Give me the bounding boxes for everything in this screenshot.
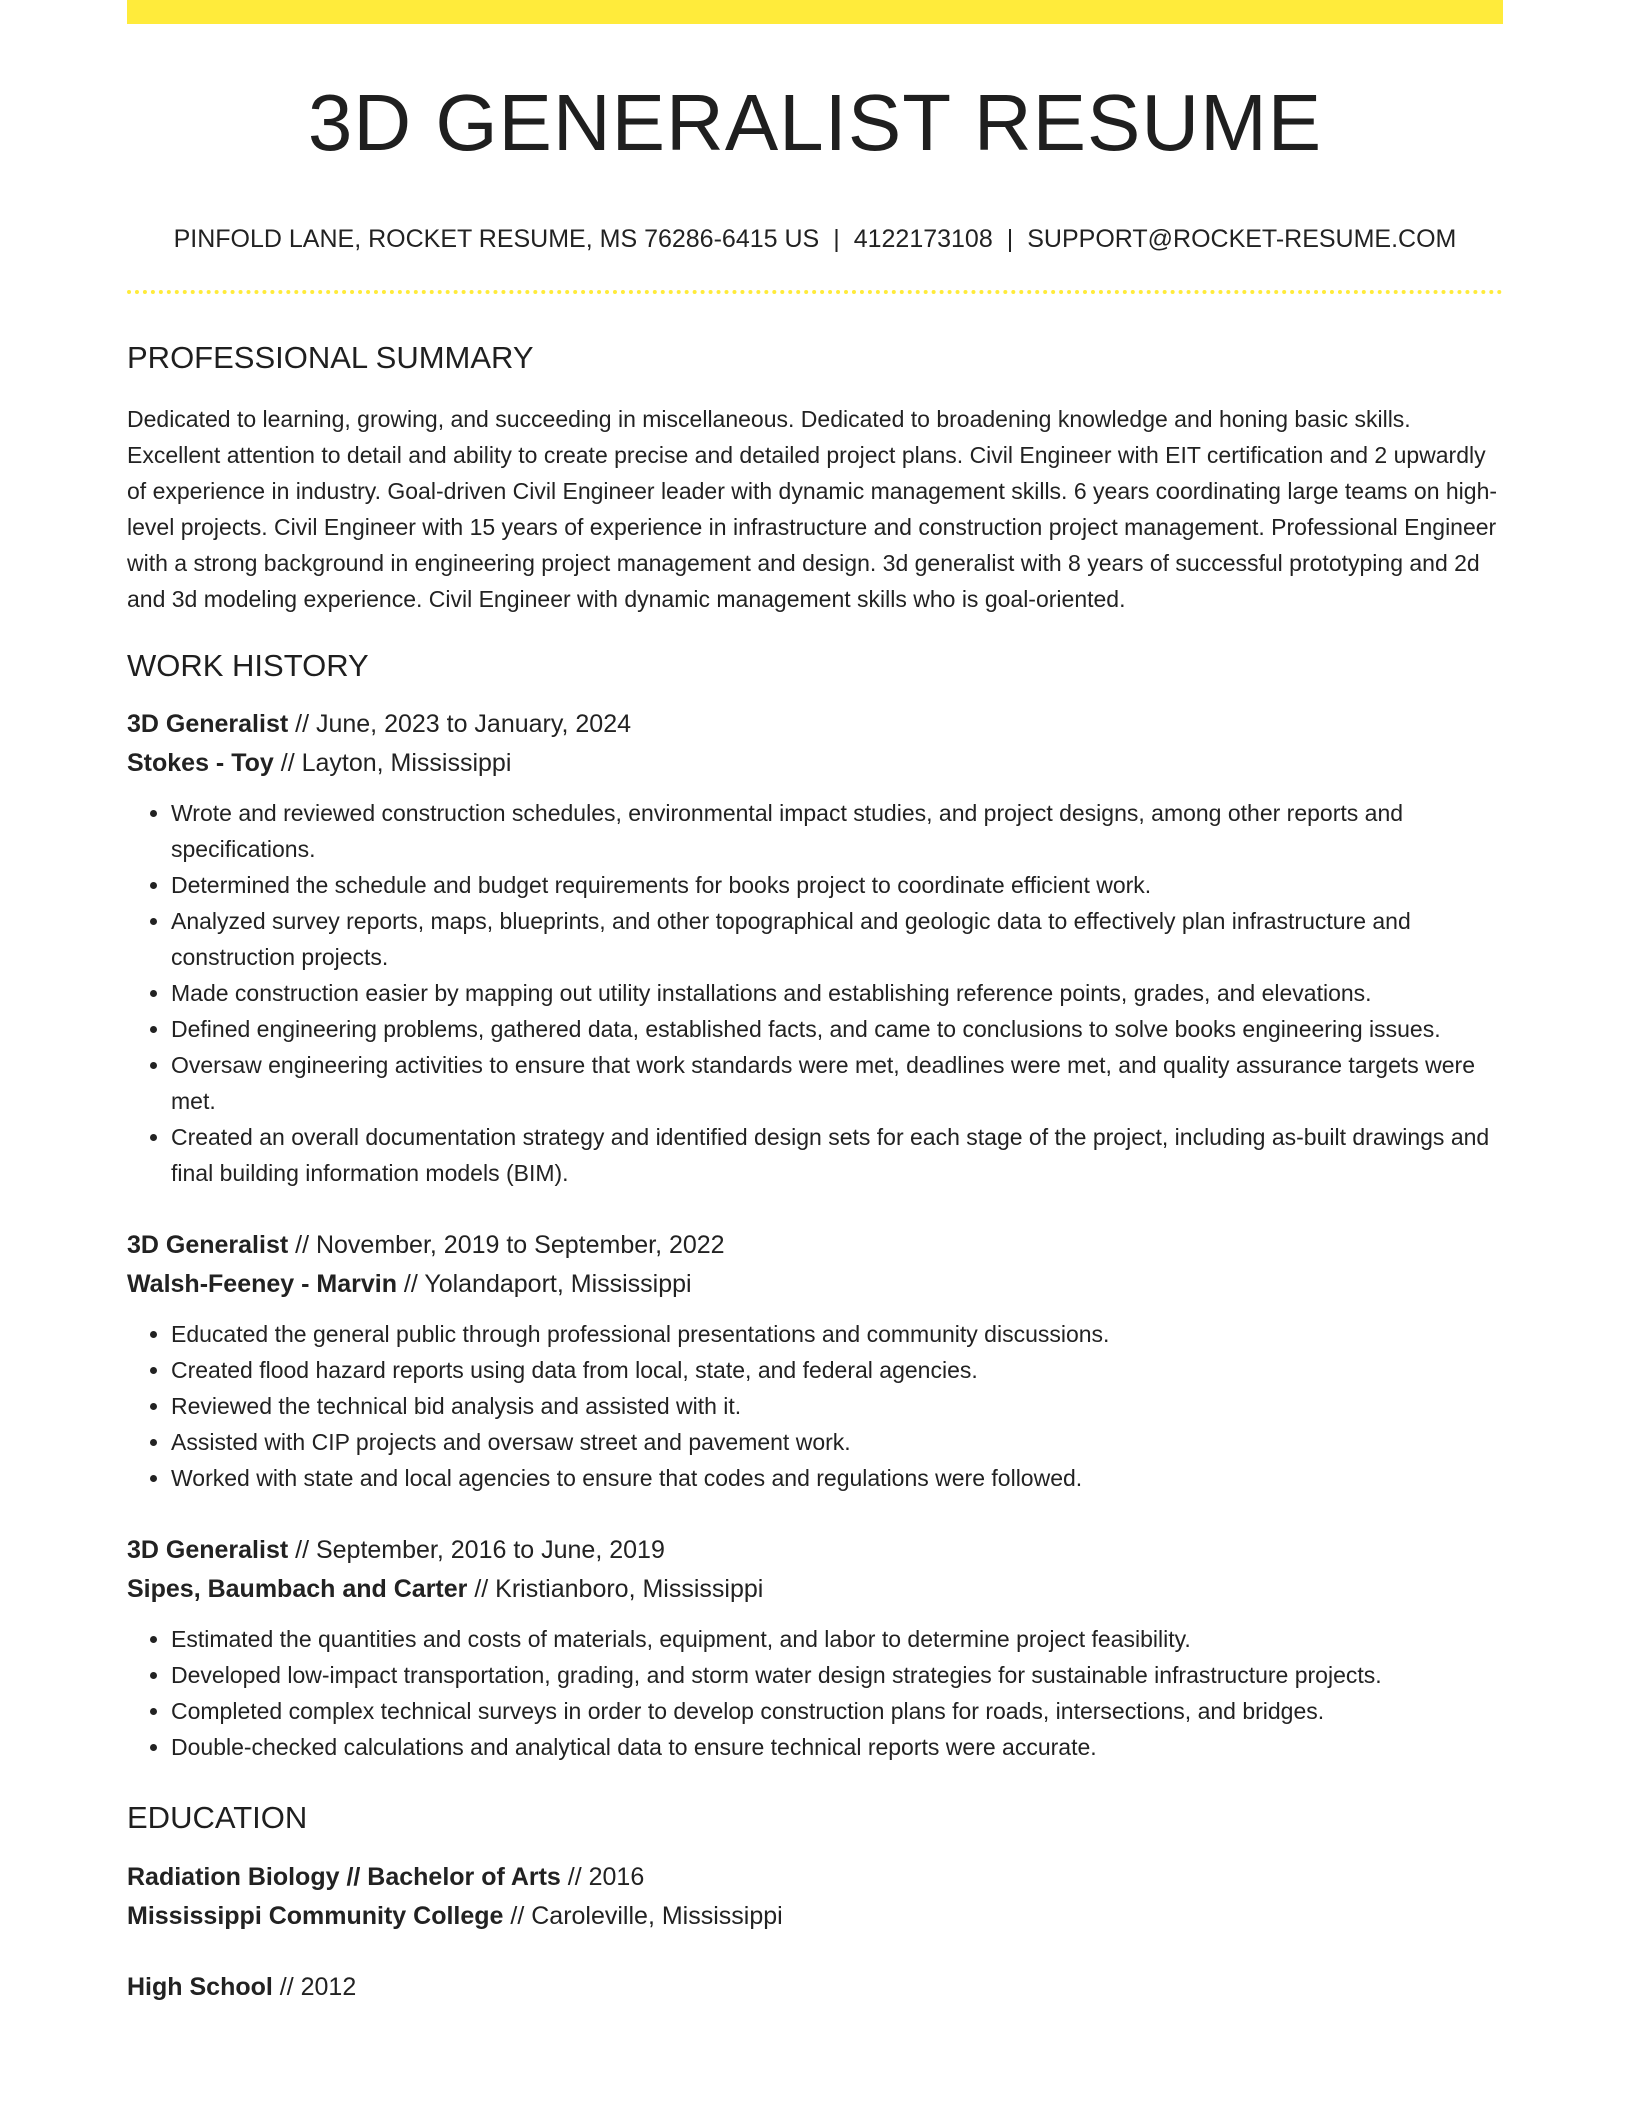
list-item: • Defined engineering problems, gathered data, established facts, and came to conclusions to solve books engineering issues. [171, 1011, 1503, 1047]
summary-text: Dedicated to learning, growing, and succeeding in miscellaneous. Dedicated to broadening knowledge and honing basic skills. Excellent attention to detail and ability to create precise and detailed project plans. Civil Engineer with EIT certification and 2 upwardly of experience in industry. Goal-driven Civil Engineer leader with dynamic management skills. 6 years coordinating large teams on high-level projects. Civil Engineer with 15 years of experience in infrastructure and construction project management. Professional Engineer with a strong background in engineering project management and design. 3d generalist with 8 years of successful prototyping and 2d and 3d modeling experience. Civil Engineer with dynamic management skills who is goal-oriented. [127, 406, 1498, 612]
contact-address: PINFOLD LANE, ROCKET RESUME, MS 76286-6415 US [173, 225, 820, 253]
education-degree: Radiation Biology // Bachelor of Arts [127, 1863, 561, 1891]
job-title-line [127, 1226, 1503, 1265]
job-location: // Kristianboro, Mississippi [467, 1575, 764, 1603]
education-degree-line [127, 1968, 1503, 2007]
list-item: • Oversaw engineering activities to ensure that work standards were met, deadlines were met, and quality assurance targets were met. [171, 1047, 1503, 1119]
job-entry [127, 705, 1503, 1191]
list-item: • Wrote and reviewed construction schedules, environmental impact studies, and project designs, among other reports and specifications. [171, 795, 1503, 867]
job-bullets [127, 1316, 1503, 1496]
job-company: Sipes, Baumbach and Carter [127, 1575, 468, 1603]
list-item: • Determined the schedule and budget requirements for books project to coordinate efficient work. [171, 867, 1503, 903]
job-company: Walsh-Feeney - Marvin [127, 1270, 397, 1298]
job-title: 3D Generalist [127, 1536, 289, 1564]
job-entry [127, 1226, 1503, 1496]
education-school: Mississippi Community College [127, 1902, 504, 1930]
job-dates: // November, 2019 to September, 2022 [288, 1231, 725, 1259]
job-location: // Yolandaport, Mississippi [396, 1270, 692, 1298]
job-title: 3D Generalist [127, 710, 289, 738]
contact-separator: | [833, 225, 840, 253]
job-company-line [127, 744, 1503, 783]
list-item: • Developed low-impact transportation, grading, and storm water design strategies for sustainable infrastructure projects. [171, 1657, 1503, 1693]
education-heading: EDUCATION [127, 1800, 308, 1835]
contact-phone: 4122173108 [853, 225, 993, 253]
education-year: // 2012 [272, 1973, 357, 2001]
work-history-heading: WORK HISTORY [127, 648, 369, 683]
list-item: • Created flood hazard reports using data from local, state, and federal agencies. [171, 1352, 1503, 1388]
list-item: • Analyzed survey reports, maps, blueprints, and other topographical and geologic data to effectively plan infrastructure and construction projects. [171, 903, 1503, 975]
dotted-divider [127, 290, 1503, 294]
contact-email: SUPPORT@ROCKET-RESUME.COM [1027, 225, 1457, 253]
list-item: • Worked with state and local agencies to ensure that codes and regulations were followed. [171, 1460, 1503, 1496]
list-item: • Educated the general public through professional presentations and community discussions. [171, 1316, 1503, 1352]
list-item: • Reviewed the technical bid analysis and assisted with it. [171, 1388, 1503, 1424]
education-year: // 2016 [560, 1863, 645, 1891]
summary-heading: PROFESSIONAL SUMMARY [127, 340, 534, 375]
job-company-line [127, 1265, 1503, 1304]
list-item: • Completed complex technical surveys in order to develop construction plans for roads, intersections, and bridges. [171, 1693, 1503, 1729]
resume-title: 3D GENERALIST RESUME [307, 78, 1323, 167]
job-company-line [127, 1570, 1503, 1609]
job-dates: // September, 2016 to June, 2019 [288, 1536, 665, 1564]
job-location: // Layton, Mississippi [273, 749, 512, 777]
contact-line [127, 227, 1503, 252]
education-degree: High School [127, 1973, 273, 2001]
education-school-line [127, 1897, 1503, 1936]
education-degree-line [127, 1858, 1503, 1897]
contact-separator: | [1006, 225, 1014, 253]
job-title: 3D Generalist [127, 1231, 289, 1259]
education-entry [127, 1858, 1503, 1936]
job-bullets [127, 1621, 1503, 1765]
job-bullets [127, 795, 1503, 1191]
list-item: • Assisted with CIP projects and oversaw street and pavement work. [171, 1424, 1503, 1460]
job-title-line [127, 1531, 1503, 1570]
list-item: • Estimated the quantities and costs of materials, equipment, and labor to determine project feasibility. [171, 1621, 1503, 1657]
resume-page [127, 0, 1503, 2007]
job-dates: // June, 2023 to January, 2024 [288, 710, 632, 738]
list-item: • Made construction easier by mapping out utility installations and establishing reference points, grades, and elevations. [171, 975, 1503, 1011]
job-entry [127, 1531, 1503, 1765]
education-entry [127, 1968, 1503, 2007]
list-item: • Created an overall documentation strategy and identified design sets for each stage of the project, including as-built drawings and final building information models (BIM). [171, 1119, 1503, 1191]
accent-top-bar [127, 0, 1503, 24]
list-item: • Double-checked calculations and analytical data to ensure technical reports were accurate. [171, 1729, 1503, 1765]
job-company: Stokes - Toy [127, 749, 274, 777]
education-location: // Caroleville, Mississippi [503, 1902, 783, 1930]
job-title-line [127, 705, 1503, 744]
